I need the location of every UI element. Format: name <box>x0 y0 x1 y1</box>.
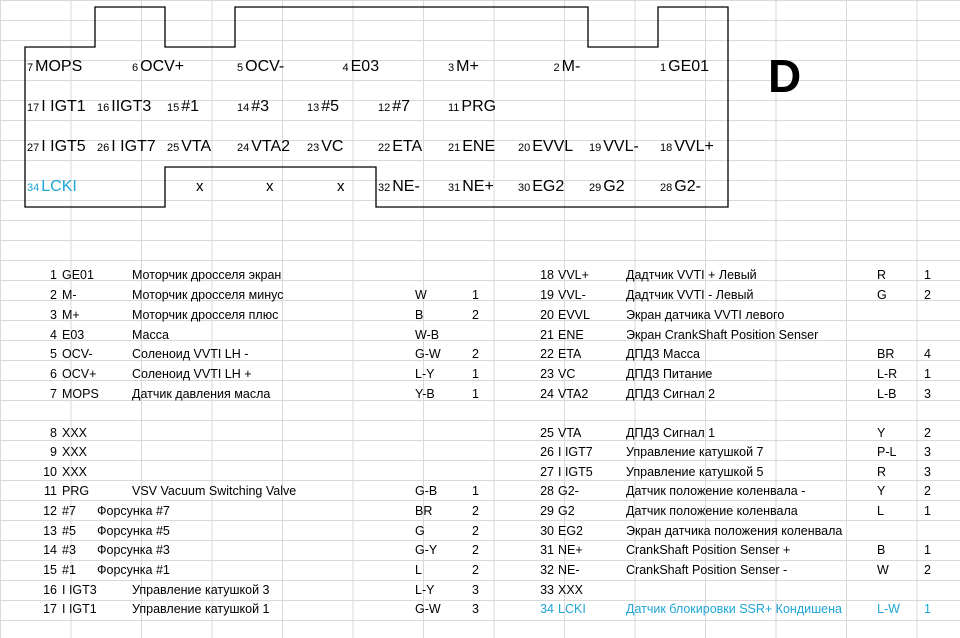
row-number: 18 <box>540 268 554 282</box>
row-number: 21 <box>540 328 554 342</box>
row-wire-color: R <box>877 268 887 282</box>
pin-22 <box>378 137 422 158</box>
pin-number: 13 <box>307 102 320 114</box>
row-code: OCV- <box>62 347 93 361</box>
row-wire-color: Y <box>877 426 886 440</box>
row-wire-number: 3 <box>472 583 479 597</box>
row-number: 10 <box>43 465 57 479</box>
row-description: Датчик положение коленвала <box>626 504 798 518</box>
row-code: I IGT5 <box>558 465 593 479</box>
row-wire-number: 1 <box>924 504 931 518</box>
row-code: VVL- <box>558 288 586 302</box>
table-row <box>0 522 960 541</box>
row-number: 14 <box>43 543 57 557</box>
row-wire-color: W <box>877 563 889 577</box>
empty-pin-mark: x <box>337 178 345 195</box>
row-number: 25 <box>540 426 554 440</box>
pin-number: 30 <box>518 182 531 194</box>
row-wire-color: G-W <box>415 347 441 361</box>
empty-pin-mark: x <box>266 178 274 195</box>
pin-name: I IGT5 <box>41 138 86 155</box>
row-code: G2- <box>558 484 579 498</box>
row-number: 33 <box>540 583 554 597</box>
row-code: GE01 <box>62 268 94 282</box>
row-wire-color: L-B <box>877 387 897 401</box>
table-row <box>0 561 960 580</box>
row-description: Соленоид VVTI LH + <box>132 367 252 381</box>
pin-number: 24 <box>237 142 250 154</box>
pin-28 <box>660 177 701 198</box>
table-row <box>0 326 960 345</box>
row-wire-number: 2 <box>472 563 479 577</box>
row-description: Моторчик дросселя минус <box>132 288 284 302</box>
pin-2 <box>554 57 581 78</box>
table-row <box>0 541 960 560</box>
row-number: 15 <box>43 563 57 577</box>
row-number: 13 <box>43 524 57 538</box>
row-description: ДПДЗ Сигнал 2 <box>626 387 716 401</box>
pin-name: #7 <box>392 98 411 115</box>
row-code: VC <box>558 367 576 381</box>
table-row <box>0 385 960 404</box>
pin-number: 26 <box>97 142 110 154</box>
pin-name: LCKI <box>41 178 77 195</box>
row-number: 1 <box>50 268 57 282</box>
table-row <box>0 345 960 364</box>
table-row <box>0 443 960 462</box>
row-wire-number: 2 <box>924 426 931 440</box>
pin-number: 12 <box>378 102 391 114</box>
row-wire-number: 3 <box>472 602 479 616</box>
row-code: NE+ <box>558 543 583 557</box>
row-number: 22 <box>540 347 554 361</box>
pin-name: M- <box>561 58 581 75</box>
pin-name: PRG <box>461 98 497 115</box>
pin-19 <box>589 137 639 158</box>
row-number: 2 <box>50 288 57 302</box>
row-description: Экран датчика VVTI левого <box>626 308 785 322</box>
pin-number: 32 <box>378 182 391 194</box>
row-description: Соленоид VVTI LH - <box>132 347 249 361</box>
pin-name: ENE <box>462 138 496 155</box>
table-row <box>0 482 960 501</box>
row-number: 23 <box>540 367 554 381</box>
pin-number: 19 <box>589 142 602 154</box>
row-code: M+ <box>62 308 80 322</box>
row-wire-color: P-L <box>877 445 897 459</box>
row-wire-color: R <box>877 465 887 479</box>
pin-name: G2 <box>603 178 625 195</box>
row-code: I IGT7 <box>558 445 593 459</box>
row-wire-number: 1 <box>924 543 931 557</box>
pin-name: IIGT3 <box>111 98 152 115</box>
pin-number: 31 <box>448 182 461 194</box>
row-wire-color: Y-B <box>415 387 435 401</box>
pin-31 <box>448 177 494 198</box>
row-wire-number: 1 <box>472 288 479 302</box>
row-wire-color: W-B <box>415 328 440 342</box>
pin-name: NE- <box>392 178 420 195</box>
pin-32 <box>378 177 420 198</box>
row-description: Датчик блокировки SSR+ Кондишена <box>626 602 842 616</box>
row-wire-color: B <box>877 543 886 557</box>
pin-15 <box>167 97 199 118</box>
table-row <box>0 581 960 600</box>
row-description: Экран CrankShaft Position Senser <box>626 328 819 342</box>
pin-21 <box>448 137 495 158</box>
pin-25 <box>167 137 211 158</box>
row-description: ДПДЗ Масса <box>626 347 700 361</box>
pin-34 <box>27 177 77 198</box>
pin-number: 20 <box>518 142 531 154</box>
row-code: VTA2 <box>558 387 589 401</box>
row-wire-color: G <box>415 524 425 538</box>
pin-30 <box>518 177 564 198</box>
row-number: 4 <box>50 328 57 342</box>
pin-29 <box>589 177 625 198</box>
row-code: #5 <box>62 524 76 538</box>
pin-6 <box>132 57 184 78</box>
pin-name: I IGT1 <box>41 98 86 115</box>
pin-13 <box>307 97 339 118</box>
row-number: 3 <box>50 308 57 322</box>
table-row <box>0 306 960 325</box>
row-description: Управление катушкой 5 <box>626 465 764 479</box>
pin-number: 16 <box>97 102 110 114</box>
pin-name: VC <box>321 138 344 155</box>
pin-12 <box>378 97 410 118</box>
row-code: EVVL <box>558 308 590 322</box>
row-code: G2 <box>558 504 575 518</box>
pin-20 <box>518 137 573 158</box>
row-code: VVL+ <box>558 268 589 282</box>
row-description: Экран датчика положения коленвала <box>626 524 843 538</box>
row-code: MOPS <box>62 387 99 401</box>
pin-name: OCV+ <box>140 58 185 75</box>
row-code: E03 <box>62 328 85 342</box>
pin-1 <box>660 57 709 78</box>
pin-number: 7 <box>27 62 34 74</box>
table-row <box>0 502 960 521</box>
pin-number: 11 <box>448 102 460 114</box>
row-wire-number: 2 <box>472 524 479 538</box>
row-wire-number: 1 <box>472 387 479 401</box>
row-number: 26 <box>540 445 554 459</box>
row-description: CrankShaft Position Senser - <box>626 563 788 577</box>
row-number: 11 <box>44 484 57 498</box>
row-description: Датчик давления масла <box>132 387 271 401</box>
row-number: 28 <box>540 484 554 498</box>
pin-name: VVL- <box>603 138 639 155</box>
pin-11 <box>448 97 496 118</box>
row-description: Форсунка #5 <box>97 524 170 538</box>
row-number: 20 <box>540 308 554 322</box>
pin-4 <box>343 57 380 78</box>
pin-5 <box>237 57 284 78</box>
row-number: 27 <box>540 465 554 479</box>
row-number: 7 <box>50 387 57 401</box>
pin-name: VTA2 <box>251 138 291 155</box>
row-description: Моторчик дросселя плюс <box>132 308 279 322</box>
row-wire-number: 2 <box>472 347 479 361</box>
row-number: 12 <box>43 504 57 518</box>
pin-number: 3 <box>448 62 455 74</box>
pin-23 <box>307 137 343 158</box>
pin-number: 1 <box>660 62 667 74</box>
pin-number: 25 <box>167 142 180 154</box>
pin-number: 15 <box>167 102 180 114</box>
table-row <box>0 600 960 619</box>
row-wire-color: L-Y <box>415 583 435 597</box>
row-wire-color: B <box>415 308 424 322</box>
pin-number: 27 <box>27 142 40 154</box>
pin-name: MOPS <box>35 58 83 75</box>
row-wire-number: 1 <box>924 268 931 282</box>
pin-name: #3 <box>251 98 270 115</box>
pin-27 <box>27 137 86 158</box>
pin-name: VTA <box>181 138 212 155</box>
table-row <box>0 424 960 443</box>
row-wire-number: 2 <box>924 563 931 577</box>
row-code: I IGT3 <box>62 583 97 597</box>
row-code: VTA <box>558 426 582 440</box>
row-code: #7 <box>62 504 76 518</box>
row-wire-color: G <box>877 288 887 302</box>
row-number: 24 <box>540 387 554 401</box>
row-number: 34 <box>540 602 554 616</box>
pin-24 <box>237 137 290 158</box>
pin-name: VVL+ <box>674 138 714 155</box>
row-code: M- <box>62 288 77 302</box>
pin-3 <box>448 57 479 78</box>
pin-name: EVVL <box>532 138 574 155</box>
pin-number: 28 <box>660 182 673 194</box>
pin-name: I IGT7 <box>111 138 156 155</box>
pin-name: OCV- <box>245 58 285 75</box>
row-wire-color: Y <box>877 484 886 498</box>
row-wire-number: 3 <box>924 445 931 459</box>
row-wire-color: W <box>415 288 427 302</box>
row-wire-number: 2 <box>472 504 479 518</box>
pin-name: M+ <box>456 58 479 75</box>
row-wire-color: G-W <box>415 602 441 616</box>
pin-number: 34 <box>27 182 40 194</box>
row-number: 9 <box>50 445 57 459</box>
row-wire-color: L <box>415 563 422 577</box>
pin-name: EG2 <box>532 178 565 195</box>
row-wire-number: 1 <box>924 367 931 381</box>
row-number: 6 <box>50 367 57 381</box>
row-wire-number: 2 <box>472 308 479 322</box>
row-wire-number: 1 <box>472 367 479 381</box>
row-number: 16 <box>43 583 57 597</box>
row-number: 29 <box>540 504 554 518</box>
table-row <box>0 365 960 384</box>
pin-name: #1 <box>181 98 200 115</box>
pin-name: E03 <box>350 58 380 75</box>
row-description: Форсунка #3 <box>97 543 170 557</box>
pin-number: 17 <box>27 102 40 114</box>
row-code: #1 <box>62 563 76 577</box>
row-wire-number: 3 <box>924 387 931 401</box>
row-wire-color: G-B <box>415 484 438 498</box>
row-wire-number: 2 <box>472 543 479 557</box>
row-wire-number: 4 <box>924 347 931 361</box>
pin-number: 6 <box>132 62 139 74</box>
row-code: ENE <box>558 328 584 342</box>
row-wire-color: L-W <box>877 602 900 616</box>
pin-7 <box>27 57 82 78</box>
row-description: Управление катушкой 7 <box>626 445 764 459</box>
pin-number: 22 <box>378 142 391 154</box>
row-wire-color: BR <box>415 504 433 518</box>
row-code: PRG <box>62 484 90 498</box>
row-description: Моторчик дросселя экран <box>132 268 282 282</box>
pin-name: ETA <box>392 138 423 155</box>
row-code: #3 <box>62 543 76 557</box>
pin-number: 18 <box>660 142 673 154</box>
pin-number: 5 <box>237 62 244 74</box>
row-wire-number: 1 <box>472 484 479 498</box>
row-wire-color: L-R <box>877 367 898 381</box>
row-description: Датчик положение коленвала - <box>626 484 806 498</box>
row-description: Дадтчик VVTI - Левый <box>626 288 754 302</box>
row-code: NE- <box>558 563 580 577</box>
row-description: Управление катушкой 3 <box>132 583 270 597</box>
row-number: 19 <box>540 288 554 302</box>
row-description: ДПДЗ Сигнал 1 <box>626 426 716 440</box>
pin-number: 23 <box>307 142 320 154</box>
row-description: Форсунка #1 <box>97 563 170 577</box>
table-row <box>0 286 960 305</box>
pin-name: GE01 <box>668 58 710 75</box>
row-description: Дадтчик VVTI + Левый <box>626 268 757 282</box>
pin-number: 4 <box>342 62 349 74</box>
row-code: OCV+ <box>62 367 97 381</box>
pin-number: 2 <box>553 62 560 74</box>
row-wire-color: L <box>877 504 884 518</box>
pin-name: NE+ <box>462 178 494 195</box>
row-description: ДПДЗ Питание <box>626 367 713 381</box>
connector-letter: D <box>768 50 802 102</box>
pin-26 <box>97 137 156 158</box>
pin-16 <box>97 97 151 118</box>
row-description: Масса <box>132 328 169 342</box>
row-description: Форсунка #7 <box>97 504 170 518</box>
row-number: 31 <box>540 543 554 557</box>
pin-number: 21 <box>448 142 461 154</box>
row-code: XXX <box>62 426 88 440</box>
pin-18 <box>660 137 714 158</box>
row-code: XXX <box>62 465 88 479</box>
row-number: 17 <box>43 602 57 616</box>
empty-pin-mark: x <box>196 178 204 195</box>
row-code: ETA <box>558 347 582 361</box>
row-description: VSV Vacuum Switching Valve <box>132 484 297 498</box>
pin-number: 29 <box>589 182 602 194</box>
row-number: 8 <box>50 426 57 440</box>
row-number: 30 <box>540 524 554 538</box>
row-wire-color: L-Y <box>415 367 435 381</box>
row-wire-number: 3 <box>924 465 931 479</box>
pin-name: G2- <box>674 178 701 195</box>
row-wire-number: 2 <box>924 484 931 498</box>
row-code: EG2 <box>558 524 584 538</box>
pin-name: #5 <box>321 98 340 115</box>
row-code: LCKI <box>558 602 586 616</box>
row-number: 32 <box>540 563 554 577</box>
row-code: XXX <box>62 445 88 459</box>
table-row <box>0 266 960 285</box>
pin-17 <box>27 97 86 118</box>
row-wire-color: BR <box>877 347 895 361</box>
pin-number: 14 <box>237 102 250 114</box>
row-code: XXX <box>558 583 584 597</box>
pin-14 <box>237 97 269 118</box>
table-row <box>0 463 960 482</box>
row-wire-color: G-Y <box>415 543 438 557</box>
row-wire-number: 2 <box>924 288 931 302</box>
row-description: CrankShaft Position Senser + <box>626 543 791 557</box>
row-description: Управление катушкой 1 <box>132 602 270 616</box>
row-wire-number: 1 <box>924 602 931 616</box>
row-code: I IGT1 <box>62 602 97 616</box>
row-number: 5 <box>50 347 57 361</box>
